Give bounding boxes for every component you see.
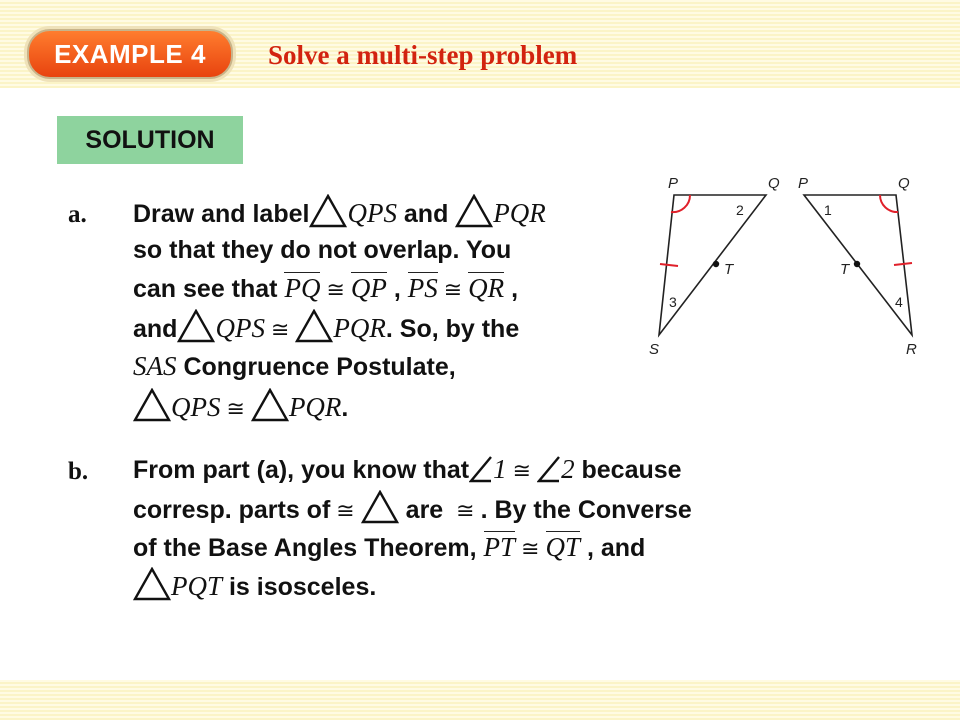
congruent-symbol: ≅ [512,459,532,484]
text: . By the Converse [480,496,692,524]
text: Congruence Postulate, [176,353,456,381]
segment-pq: PQ [284,273,321,303]
congruent-symbol: ≅ [326,278,345,303]
congruent-symbol: ≅ [521,537,540,562]
text: , [386,275,408,303]
text: are [398,496,451,524]
part-a-line-1 [133,194,546,230]
triangle-name-qps: QPS [215,313,265,343]
text: , [504,275,519,303]
triangle-icon [251,388,289,422]
triangle-name-pqr: PQR [288,392,342,422]
congruent-symbol: ≅ [226,397,245,422]
segment-pt: PT [483,532,516,562]
footer-band [0,680,960,720]
part-a-line-3 [133,270,518,306]
angle-mark-q [880,195,898,212]
congruent-symbol: ≅ [336,499,355,524]
segment-qr: QR [468,273,505,303]
triangle-icon [177,309,215,343]
tick-mark [660,264,678,266]
label-t: T [724,261,734,278]
point-t [854,261,860,267]
triangle-icon [133,567,171,601]
triangles-figure [640,170,930,370]
point-t [713,261,719,267]
part-b-line-4 [133,567,376,603]
part-a-line-5 [133,348,456,384]
angle-label-3: 3 [669,294,677,310]
triangle-name-pqt: PQT [171,571,223,601]
triangle-icon [361,490,399,524]
text: Draw and label [133,200,310,228]
angle-2: 2 [561,454,575,484]
vertex-s: S [649,341,660,358]
text: corresp. parts of [133,496,331,524]
congruent-symbol: ≅ [443,278,463,303]
text: is isosceles. [222,573,377,601]
label-t: T [840,261,850,278]
right-triangle [798,175,917,358]
triangle-icon [455,194,493,228]
text: and [133,315,178,343]
part-b-line-1 [133,451,682,487]
text: . So, by the [385,315,520,343]
vertex-r: R [906,341,917,358]
part-a-line-2: so that they do not overlap. You [133,236,512,264]
text: can see that [133,275,285,303]
triangle-name-pqr: PQR [333,313,386,343]
vertex-p: P [668,175,679,192]
part-a-line-4 [133,309,519,345]
text: . [341,394,349,422]
segment-qp: QP [350,273,387,303]
angle-1: 1 [493,454,507,484]
part-b-line-3 [133,529,645,565]
part-b-line-2 [133,490,692,526]
congruent-symbol: ≅ [456,499,475,524]
triangle-name-qps: QPS [171,392,221,422]
triangle-icon [309,194,347,228]
solution-label: SOLUTION [57,116,243,164]
segment-ps: PS [407,273,438,303]
part-b-label: b. [68,458,89,485]
triangle-name-qps: QPS [347,198,397,228]
congruent-symbol: ≅ [270,318,290,343]
text: , and [580,534,646,562]
left-triangle [649,175,780,358]
angle-label-4: 4 [895,294,903,310]
postulate-abbrev: SAS [133,351,177,381]
segment-qt: QT [545,532,581,562]
vertex-q: Q [768,175,780,192]
vertex-p: P [798,175,809,192]
angle-label-2: 2 [736,202,744,218]
example-badge: EXAMPLE 4 [27,29,233,79]
tick-mark [894,263,912,265]
angle-icon [537,455,561,483]
angle-icon [469,455,493,483]
text: and [396,200,456,228]
triangle-icon [295,309,333,343]
triangle-name-pqr: PQR [493,198,546,228]
vertex-q: Q [898,175,910,192]
text: From part (a), you know that [133,456,470,484]
text: because [574,456,682,484]
example-title: Solve a multi-step problem [268,40,578,70]
angle-label-1: 1 [824,202,832,218]
text: of the Base Angles Theorem, [133,534,484,562]
part-a-label: a. [68,201,87,228]
triangle-icon [133,388,171,422]
part-a-line-6 [133,388,348,424]
